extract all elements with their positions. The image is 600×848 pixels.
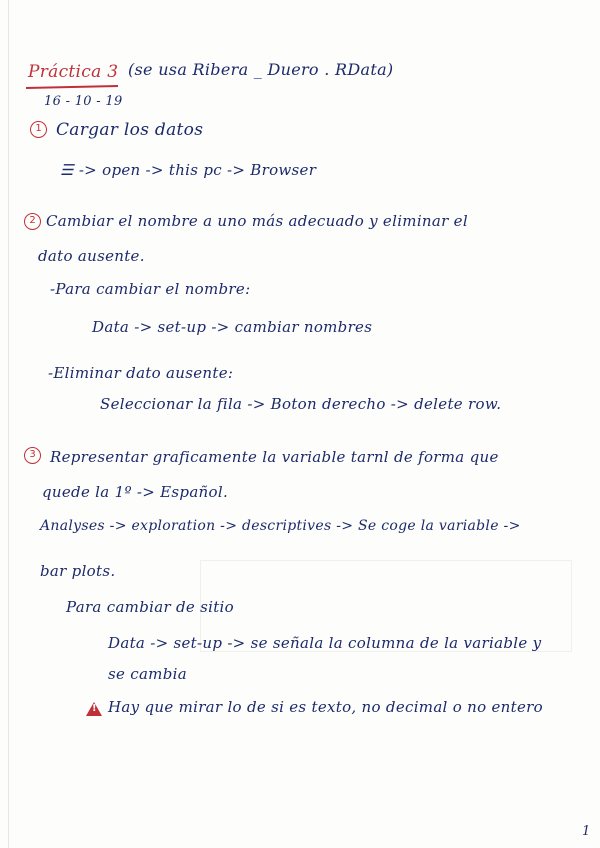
warning-icon xyxy=(86,702,102,716)
page-subtitle: (se usa Ribera _ Duero . RData) xyxy=(128,60,394,79)
section-2-heading-cont: dato ausente. xyxy=(38,247,145,265)
page-margin-line xyxy=(8,0,9,848)
section-3-warning-note: Hay que mirar lo de si es texto, no decimal o no entero xyxy=(108,698,543,716)
section-3-line-2: bar plots. xyxy=(40,562,116,580)
section-2-line-4: Seleccionar la fila -> Boton derecho -> delete row. xyxy=(100,395,502,413)
section-2-number: 2 xyxy=(24,213,41,230)
page-number: 1 xyxy=(582,824,591,839)
section-1-heading: Cargar los datos xyxy=(56,120,204,140)
section-2-line-1: -Para cambiar el nombre: xyxy=(50,280,251,298)
section-3-heading: Representar graficamente la variable tarnl de forma que xyxy=(50,448,499,466)
section-3-number: 3 xyxy=(24,447,41,464)
section-3-line-5: se cambia xyxy=(108,665,187,683)
section-2-line-3: -Eliminar dato ausente: xyxy=(48,364,234,382)
page-date: 16 - 10 - 19 xyxy=(44,94,123,109)
section-2-heading: Cambiar el nombre a uno más adecuado y eliminar el xyxy=(46,212,468,230)
section-1-line-1: ☰ -> open -> this pc -> Browser xyxy=(60,161,317,179)
section-3-heading-cont: quede la 1º -> Español. xyxy=(42,483,229,501)
section-1-number: 1 xyxy=(30,121,47,138)
title-underline xyxy=(26,85,118,88)
section-3-line-4: Data -> set-up -> se señala la columna de la variable y xyxy=(108,634,542,652)
section-3-line-3: Para cambiar de sitio xyxy=(66,598,234,616)
section-2-line-2: Data -> set-up -> cambiar nombres xyxy=(92,318,373,336)
section-3-line-1: Analyses -> exploration -> descriptives -> Se coge la variable -> xyxy=(40,518,521,534)
page-title: Práctica 3 xyxy=(28,62,119,82)
